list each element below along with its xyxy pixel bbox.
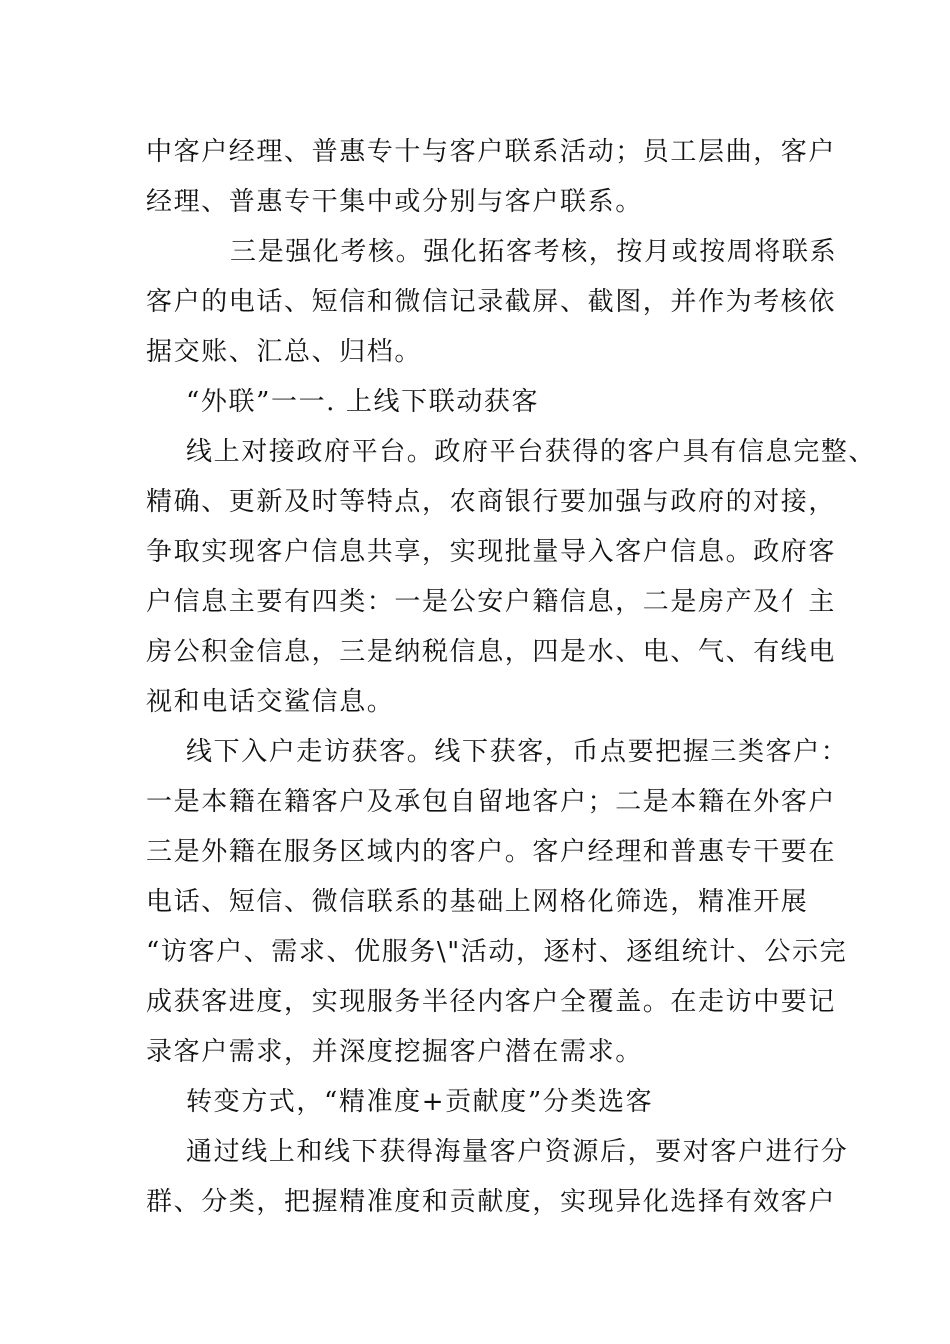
text-line: 一是本籍在籍客户及承包自留地客户；二是本籍在外客户: [146, 787, 837, 817]
text-line: 群、分类，把握精准度和贡献度，实现异化选择有效客户: [146, 1187, 837, 1217]
text-line: 据交账、汇总、归档。: [146, 337, 423, 367]
text-line: 线下入户走访获客。线下获客，币点要把握三类客户：: [186, 737, 849, 767]
section-heading: “外联”一一. 上线下联动获客: [186, 387, 540, 417]
text-line: “访客户、需求、优服务\"活动，逐村、逐组统计、公示完: [146, 937, 848, 967]
text-line: 视和电话交鲨信息。: [146, 687, 395, 717]
text-line: 房公积金信息，三是纳税信息，四是水、电、气、有线电: [146, 637, 837, 667]
text-line: 成获客进度，实现服务半径内客户全覆盖。在走访中要记: [146, 987, 837, 1017]
text-line: 电话、短信、微信联系的基础上网格化筛选，精准开展: [146, 887, 809, 917]
section-heading: 转变方式，“精准度+贡献度”分类选客: [186, 1087, 654, 1117]
text-line: 户信息主要有四类：一是公安户籍信息，二是房产及亻主: [146, 587, 837, 617]
text-line: 线上对接政府平台。政府平台获得的客户具有信息完整、: [186, 437, 877, 467]
text-line: 精确、更新及时等特点，农商银行要加强与政府的对接，: [146, 487, 837, 517]
text-line: 通过线上和线下获得海量客户资源后，要对客户进行分: [186, 1137, 849, 1167]
text-line: 客户的电话、短信和微信记录截屏、截图，并作为考核依: [146, 287, 837, 317]
text-line: 三是强化考核。强化拓客考核，按月或按周将联系: [230, 237, 838, 267]
text-line: 三是外籍在服务区域内的客户。客户经理和普惠专干要在: [146, 837, 837, 867]
text-line: 经理、普惠专干集中或分别与客户联系。: [146, 187, 643, 217]
text-line: 录客户需求，并深度挖掘客户潜在需求。: [146, 1037, 643, 1067]
text-line: 争取实现客户信息共享，实现批量导入客户信息。政府客: [146, 537, 837, 567]
text-line: 中客户经理、普惠专十与客户联系活动；员工层曲，客户: [146, 137, 837, 167]
